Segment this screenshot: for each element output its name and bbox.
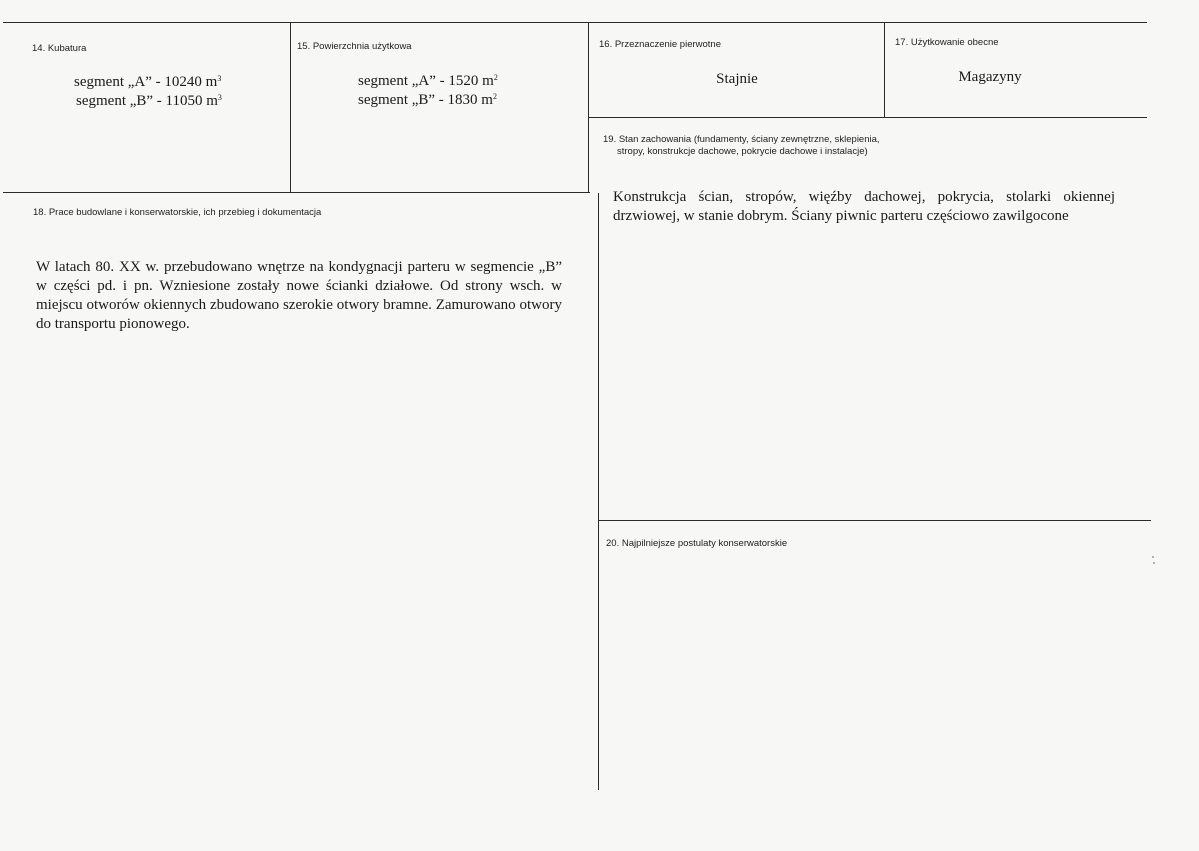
divider-15-16 (588, 22, 589, 193)
stan-zachowania-label-2: stropy, konstrukcje dachowe, pokrycie dachowe i instalacje) (617, 146, 868, 157)
stan-zachowania-text: Konstrukcja ścian, stropów, więźby dachowej, pokrycia, stolarki okiennej drzwiowej, w stanie dobrym. Ściany piwnic parteru częściowo zawilgocone (613, 189, 1115, 224)
powierzchnia-segment-b: segment „B” - 1830 $m^2$ (358, 92, 497, 108)
kubatura-segment-b: segment „B” - 11050 $m^3$ (76, 93, 222, 109)
divider-row1-18 (3, 192, 590, 193)
przeznaczenie-label: 16. Przeznaczenie pierwotne (599, 39, 721, 50)
kubatura-segment-a: segment „A” - 10240 $m^3$ (74, 74, 222, 90)
kubatura-label: 14. Kubatura (32, 43, 87, 54)
postulaty-label: 20. Najpilniejsze postulaty konserwatorskie (606, 538, 788, 549)
powierzchnia-segment-a: segment „A” - 1520 $m^2$ (358, 73, 498, 89)
uzytkowanie-label: 17. Użytkowanie obecne (895, 37, 999, 48)
prace-budowlane-text: W latach 80. XX w. przebudowano wnętrze na kondygnacji parteru w segmencie „B” w części pd. i pn. Wzniesione zostały nowe ścianki działowe. Od strony wsch. w miejscu otworów okiennych zbudowano szerokie otwory bramne. Zamurowano otwory do transportu pionowego. (36, 259, 562, 332)
divider-14-15 (290, 22, 291, 193)
powierzchnia-label: 15. Powierzchnia użytkowa (297, 41, 412, 52)
divider-16-19 (588, 117, 1147, 118)
uzytkowanie-value: Magazyny (958, 69, 1022, 85)
scan-mark (1152, 556, 1154, 558)
przeznaczenie-value: Stajnie (716, 71, 758, 87)
divider-18-19 (598, 193, 599, 790)
scan-mark (1153, 562, 1155, 564)
divider-19-20 (598, 520, 1151, 521)
stan-zachowania-label-1: 19. Stan zachowania (fundamenty, ściany zewnętrzne, sklepienia, (603, 134, 880, 145)
prace-budowlane-label: 18. Prace budowlane i konserwatorskie, ich przebieg i dokumentacja (33, 207, 322, 218)
top-border (3, 22, 1147, 23)
